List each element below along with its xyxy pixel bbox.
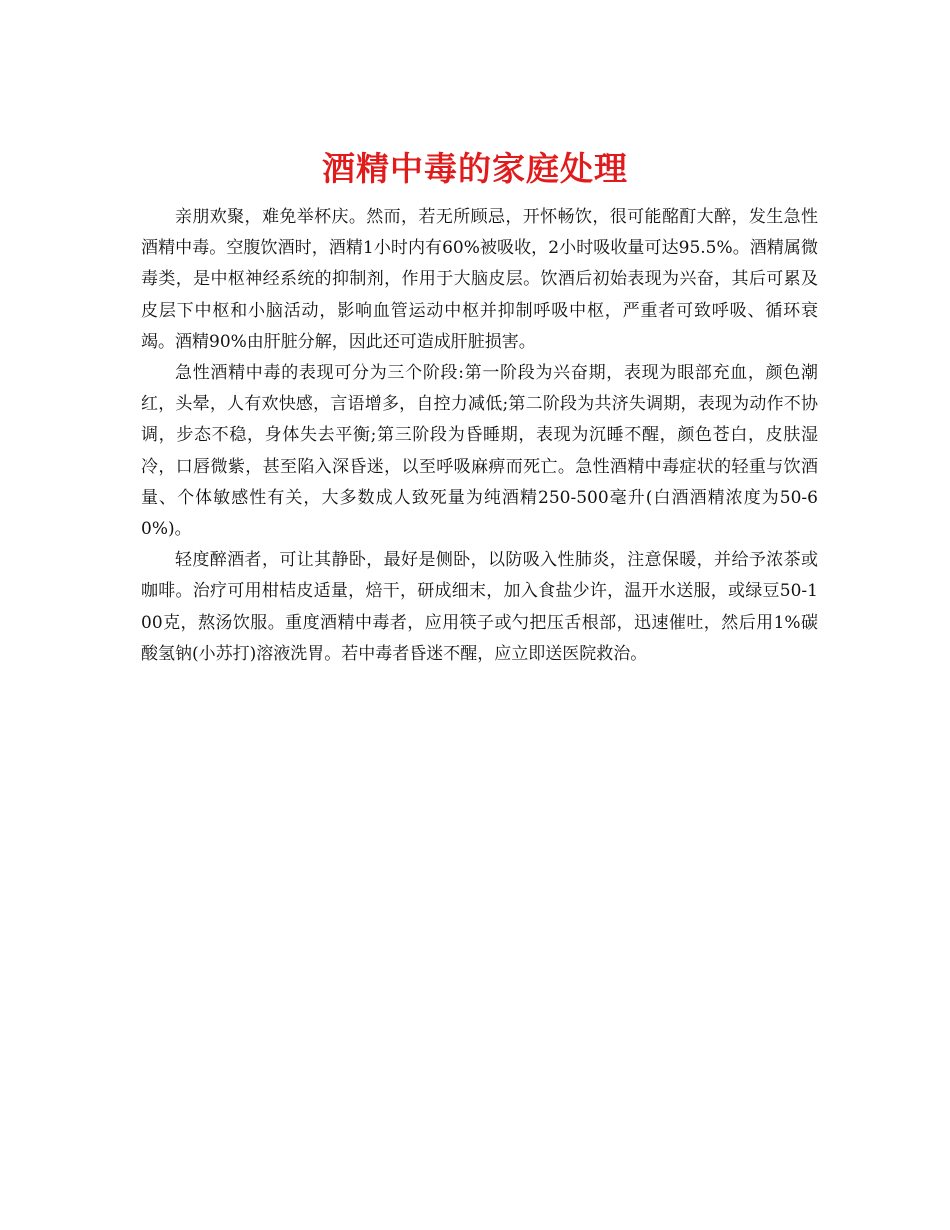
document-title: 酒精中毒的家庭处理 <box>322 149 628 189</box>
paragraph-3: 轻度醉酒者，可让其静卧，最好是侧卧，以防吸入性肺炎，注意保暖，并给予浓茶或咖啡。治疗可用柑桔皮适量，焙干，研成细末，加入食盐少许，温开水送服，或绿豆50-100克，熬汤饮服。重度酒精中毒者，应用筷子或勺把压舌根部，迅速催吐，然后用1%碳酸氢钠(小苏打)溶液洗胃。若中毒者昏迷不醒，应立即送医院救治。 <box>141 550 818 664</box>
paragraph-1: 亲朋欢聚，难免举杯庆。然而，若无所顾忌，开怀畅饮，很可能酩酊大醉，发生急性酒精中毒。空腹饮酒时，酒精1小时内有60%被吸收，2小时吸收量可达95.5%。酒精属微毒类，是中枢神经系统的抑制剂，作用于大脑皮层。饮酒后初始表现为兴奋，其后可累及皮层下中枢和小脑活动，影响血管运动中枢并抑制呼吸中枢，严重者可致呼吸、循环衰竭。酒精90%由肝脏分解，因此还可造成肝脏损害。 <box>141 207 818 352</box>
document-body <box>141 202 818 670</box>
paragraph-2: 急性酒精中毒的表现可分为三个阶段:第一阶段为兴奋期，表现为眼部充血，颜色潮红，头晕，人有欢快感，言语增多，自控力减低;第二阶段为共济失调期，表现为动作不协调，步态不稳，身体失去平衡;第三阶段为昏睡期，表现为沉睡不醒，颜色苍白，皮肤湿冷，口唇微紫，甚至陷入深昏迷，以至呼吸麻痹而死亡。急性酒精中毒症状的轻重与饮酒量、个体敏感性有关，大多数成人致死量为纯酒精250-500毫升(白酒酒精浓度为50-60%)。 <box>141 363 818 540</box>
